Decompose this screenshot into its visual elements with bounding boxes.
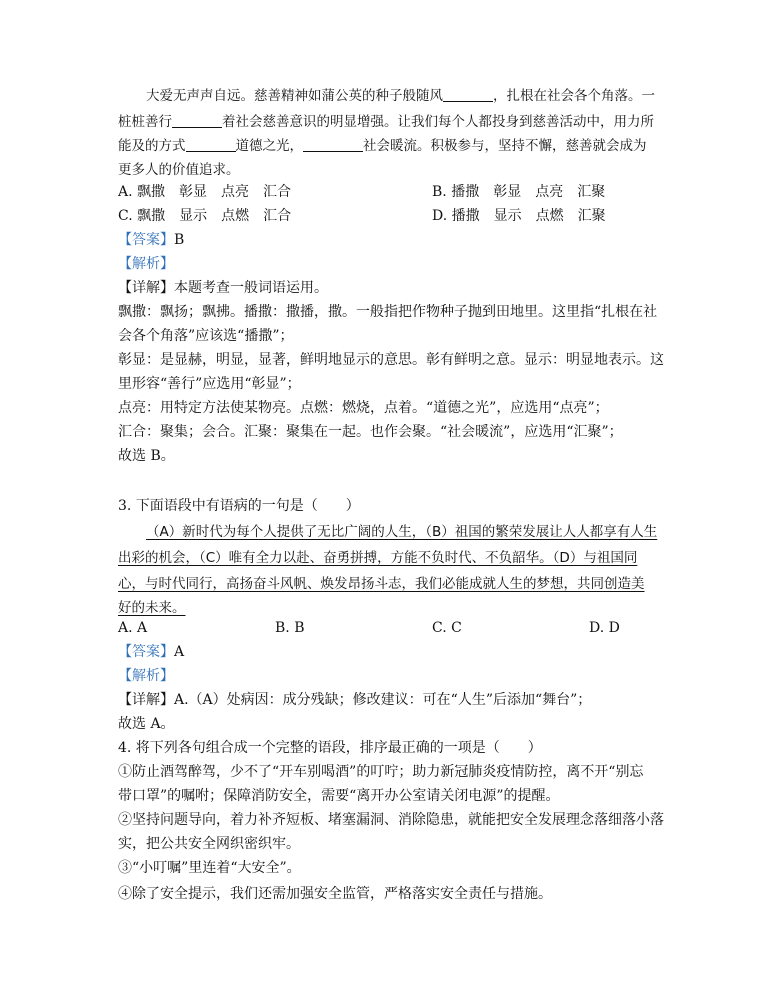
q3-option-b: B. B	[275, 620, 305, 636]
blank-2	[172, 113, 222, 128]
blank-3	[186, 137, 236, 152]
q4-item-1-line-2: 带口罩”的嘱咐；保障消防安全，需要“离开办公室请关闭电源”的提醒。	[118, 788, 560, 804]
q4-item-4: ④除了安全提示，我们还需加强安全监管，严格落实安全责任与措施。	[118, 886, 552, 902]
q3-passage-line-3: 心，与时代同行，高扬奋斗风帆、焕发昂扬斗志，我们必能成就人生的梦想，共同创造美	[118, 576, 645, 592]
option-a: A. 飘撒 彰显 点亮 汇合	[118, 184, 292, 200]
q2-detail-1: 【详解】本题考查一般词语运用。	[118, 280, 328, 296]
q2-detail-7: 汇合：聚集；会合。汇聚：聚集在一起。也作会聚。“社会暖流”，应选用“汇聚”；	[118, 424, 623, 440]
q2-detail-8: 故选 B。	[118, 448, 175, 464]
q3-detail-1: 【详解】A.（A）处病因：成分残缺；修改建议：可在“人生”后添加“舞台”；	[118, 692, 592, 708]
q3-option-d: D. D	[589, 620, 620, 636]
q4-item-1-line-1: ①防止酒驾醉驾，少不了“开车别喝酒”的叮咛；助力新冠肺炎疫情防控，离不开“别忘	[118, 764, 644, 780]
option-b: B. 播撒 彰显 点亮 汇聚	[432, 184, 606, 200]
q2-detail-5: 里形容“善行”应选用“彰显”；	[118, 376, 301, 392]
q4-item-2-line-1: ②坚持问题导向，着力补齐短板、堵塞漏洞、消除隐患，就能把安全发展理念落细落小落	[118, 812, 664, 828]
q3-stem: 3. 下面语段中有语病的一句是（ ）	[118, 498, 360, 514]
q3-option-c: C. C	[432, 620, 462, 636]
blank-1	[443, 87, 493, 102]
q2-passage-line-4: 更多人的价值追求。	[118, 162, 240, 178]
q2-detail-6: 点亮：用特定方法使某物亮。点燃：燃烧，点着。“道德之光”，应选用“点亮”；	[118, 400, 609, 416]
q2-analysis-tag: 【解析】	[118, 256, 174, 272]
q2-passage-line-2: 桩桩善行 着社会慈善意识的明显增强。让我们每个人都投身到慈善活动中，用力所	[118, 114, 654, 130]
q3-detail-2: 故选 A。	[118, 716, 175, 732]
q2-passage-line-3: 能及的方式 道德之光， 社会暖流。积极参与，坚持不懈，慈善就会成为	[118, 138, 647, 154]
option-c: C. 飘撒 显示 点燃 汇合	[118, 208, 292, 224]
q2-detail-2: 飘撒：飘扬；飘拂。播撒：撒播，撒。一般指把作物种子抛到田地里。这里指“扎根在社	[118, 304, 658, 320]
option-d: D. 播撒 显示 点燃 汇聚	[432, 208, 606, 224]
q2-detail-3: 会各个角落”应该选“播撒”；	[118, 328, 294, 344]
q4-item-2-line-2: 实，把公共安全网织密织牢。	[118, 836, 300, 852]
blank-4	[303, 137, 363, 152]
q3-passage-line-2: 出彩的机会，（C）唯有全力以赴、奋勇拼搏，方能不负时代、不负韶华。（D）与祖国同	[118, 550, 638, 566]
q3-option-a: A. A	[118, 620, 148, 636]
q4-stem: 4. 将下列各句组合成一个完整的语段，排序最正确的一项是（ ）	[118, 740, 542, 756]
q3-passage-line-1: （A）新时代为每个人提供了无比广阔的人生，（B）祖国的繁荣发展让人人都享有人生	[146, 524, 658, 540]
q2-passage-line-1: 大爱无声声自远。慈善精神如蒲公英的种子般随风 ，扎根在社会各个角落。一	[146, 88, 655, 104]
q3-analysis-tag: 【解析】	[118, 668, 174, 684]
q3-passage-line-4: 好的未来。	[118, 600, 186, 616]
q4-item-3: ③“小叮嘱”里连着“大安全”。	[118, 860, 301, 876]
q2-answer: 【答案】B	[118, 232, 185, 248]
q2-detail-4: 彰显：是显赫，明显，显著，鲜明地显示的意思。彰有鲜明之意。显示：明显地表示。这	[118, 352, 664, 368]
q3-answer: 【答案】A	[118, 644, 185, 660]
